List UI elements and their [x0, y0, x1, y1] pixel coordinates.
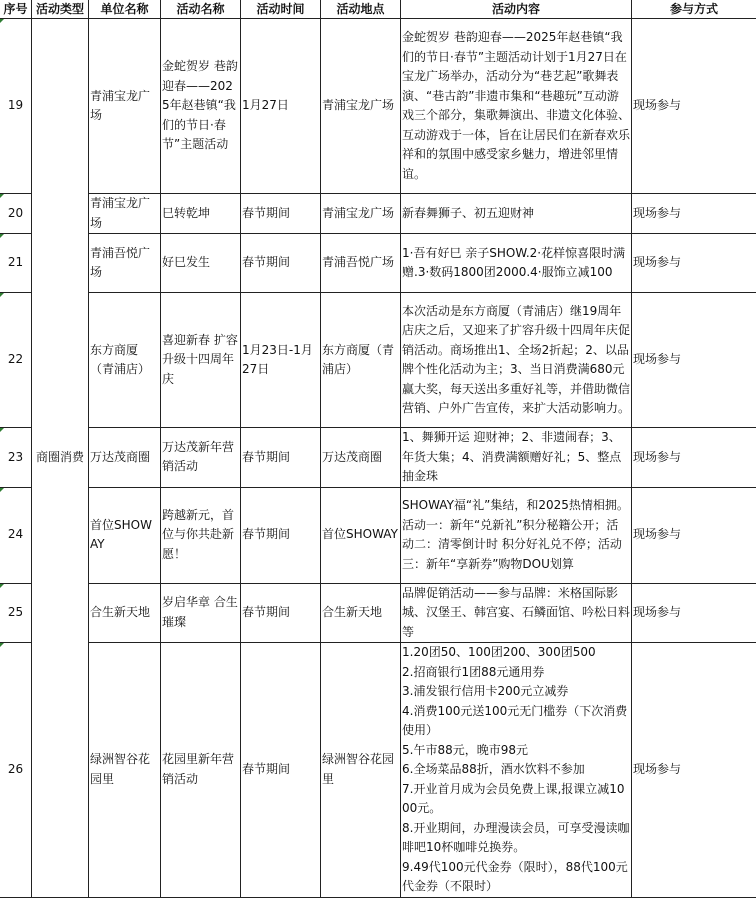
header-place: 活动地点: [321, 0, 401, 19]
header-mode: 参与方式: [632, 0, 756, 19]
cell-unit: 首位SHOWAY: [89, 487, 161, 583]
cell-seq: 25: [0, 583, 32, 643]
header-content: 活动内容: [401, 0, 632, 19]
cell-time: 春节期间: [241, 487, 321, 583]
cell-name: 好巳发生: [161, 234, 241, 293]
table-row: [0, 487, 756, 583]
header-name: 活动名称: [161, 0, 241, 19]
cell-mode: 现场参与: [632, 194, 756, 234]
cell-mode: 现场参与: [632, 487, 756, 583]
cell-time: 春节期间: [241, 643, 321, 898]
content-line: 6.全场菜品88折，酒水饮料不参加: [402, 760, 630, 780]
cell-name: 巳转乾坤: [161, 194, 241, 234]
cell-time: 春节期间: [241, 234, 321, 293]
content-line: 3.浦发银行信用卡200元立减券: [402, 682, 630, 702]
content-line: 5.午市88元，晚市98元: [402, 741, 630, 761]
cell-place: 青浦宝龙广场: [321, 194, 401, 234]
cell-seq: 24: [0, 487, 32, 583]
content-line: 7.开业首月成为会员免费上课,报课立减1000元。: [402, 780, 630, 819]
cell-seq: 23: [0, 428, 32, 488]
cell-name: 万达茂新年营销活动: [161, 428, 241, 488]
cell-content: SHOWAY福“礼”集结，和2025热情相拥。活动一：新年“兑新礼”积分秘籍公开；活动二：清零倒计时 积分好礼兑不停；活动三：新年“享新券”购物DOU划算: [401, 487, 632, 583]
cell-content: 1·吾有好巳 亲子SHOW.2·花样惊喜限时满赠.3·数码1800团2000.4·服饰立减100: [401, 234, 632, 293]
table-row: [0, 234, 756, 293]
cell-seq: 22: [0, 293, 32, 428]
cell-unit: 绿洲智谷花园里: [89, 643, 161, 898]
cell-name: 跨越新元，首位与你共赴新愿！: [161, 487, 241, 583]
table-row: [0, 194, 756, 234]
header-time: 活动时间: [241, 0, 321, 19]
cell-mode: 现场参与: [632, 234, 756, 293]
cell-time: 春节期间: [241, 428, 321, 488]
table-row: [0, 19, 756, 194]
cell-mode: 现场参与: [632, 19, 756, 194]
content-line: 1.20团50、100团200、300团500: [402, 643, 630, 663]
cell-seq: 26: [0, 643, 32, 898]
cell-mode: 现场参与: [632, 428, 756, 488]
cell-unit: 万达茂商圈: [89, 428, 161, 488]
cell-content: 1、舞狮开运 迎财神；2、非遗闹春；3、年货大集；4、消费满额赠好礼；5、整点抽金珠: [401, 428, 632, 488]
cell-unit: 东方商厦（青浦店）: [89, 293, 161, 428]
cell-place: 万达茂商圈: [321, 428, 401, 488]
cell-mode: 现场参与: [632, 583, 756, 643]
header-seq: 序号: [0, 0, 32, 19]
cell-time: 春节期间: [241, 583, 321, 643]
cell-mode: 现场参与: [632, 293, 756, 428]
table-row: [0, 643, 756, 898]
header-unit: 单位名称: [89, 0, 161, 19]
cell-content: 金蛇贺岁 巷韵迎春——2025年赵巷镇“我们的节日·春节”主题活动计划于1月27日在宝龙广场举办，活动分为“巷艺起”歌舞表演、“巷古韵”非遗市集和“巷趣玩”互动游戏三个部分，集歌舞演出、非遗文化体验、互动游戏于一体，旨在让居民们在新春欢乐祥和的氛围中感受家乡魅力，增进邻里情谊。: [401, 19, 632, 194]
cell-content: 本次活动是东方商厦（青浦店）继19周年店庆之后，又迎来了扩容升级十四周年庆促销活动。商场推出1、全场2折起；2、以品牌个性化活动为主；3、当日消费满680元赢大奖，每天送出多重好礼等，并借助微信营销、户外广告宣传，来扩大活动影响力。: [401, 293, 632, 428]
content-line: 8.开业期间，办理漫读会员，可享受漫读咖啡吧10杯咖啡兑换券。: [402, 819, 630, 858]
cell-place: 绿洲智谷花园里: [321, 643, 401, 898]
cell-name: 喜迎新春 扩容升级十四周年庆: [161, 293, 241, 428]
cell-seq: 19: [0, 19, 32, 194]
cell-content: 品牌促销活动——参与品牌：米格国际影城、汉堡王、韩宫宴、石鳞面馆、吟松日料等: [401, 583, 632, 643]
content-line: 4.消费100元送100元无门槛券（下次消费使用）: [402, 702, 630, 741]
cell-content: 新春舞狮子、初五迎财神: [401, 194, 632, 234]
table-row: [0, 293, 756, 428]
cell-name: 岁启华章 合生璀璨: [161, 583, 241, 643]
cell-content: [401, 643, 632, 898]
header-row: [0, 0, 756, 19]
header-type: 活动类型: [32, 0, 89, 19]
content-line: 9.49代100元代金券（限时），88代100元代金券（不限时）: [402, 858, 630, 897]
cell-place: 合生新天地: [321, 583, 401, 643]
cell-place: 青浦宝龙广场: [321, 19, 401, 194]
cell-place: 首位SHOWAY: [321, 487, 401, 583]
cell-seq: 21: [0, 234, 32, 293]
cell-place: 青浦吾悦广场: [321, 234, 401, 293]
table-row: [0, 428, 756, 488]
cell-unit: 青浦宝龙广场: [89, 194, 161, 234]
cell-mode: 现场参与: [632, 643, 756, 898]
content-line: 2.招商银行1团88元通用券: [402, 663, 630, 683]
cell-unit: 合生新天地: [89, 583, 161, 643]
cell-unit: 青浦宝龙广场: [89, 19, 161, 194]
cell-place: 东方商厦（青浦店）: [321, 293, 401, 428]
cell-time: 1月27日: [241, 19, 321, 194]
cell-category: 商圈消费: [32, 19, 89, 898]
cell-time: 1月23日-1月27日: [241, 293, 321, 428]
cell-name: 金蛇贺岁 巷韵迎春——2025年赵巷镇“我们的节日·春节”主题活动: [161, 19, 241, 194]
cell-unit: 青浦吾悦广场: [89, 234, 161, 293]
cell-seq: 20: [0, 194, 32, 234]
table-row: [0, 583, 756, 643]
cell-time: 春节期间: [241, 194, 321, 234]
cell-name: 花园里新年营销活动: [161, 643, 241, 898]
